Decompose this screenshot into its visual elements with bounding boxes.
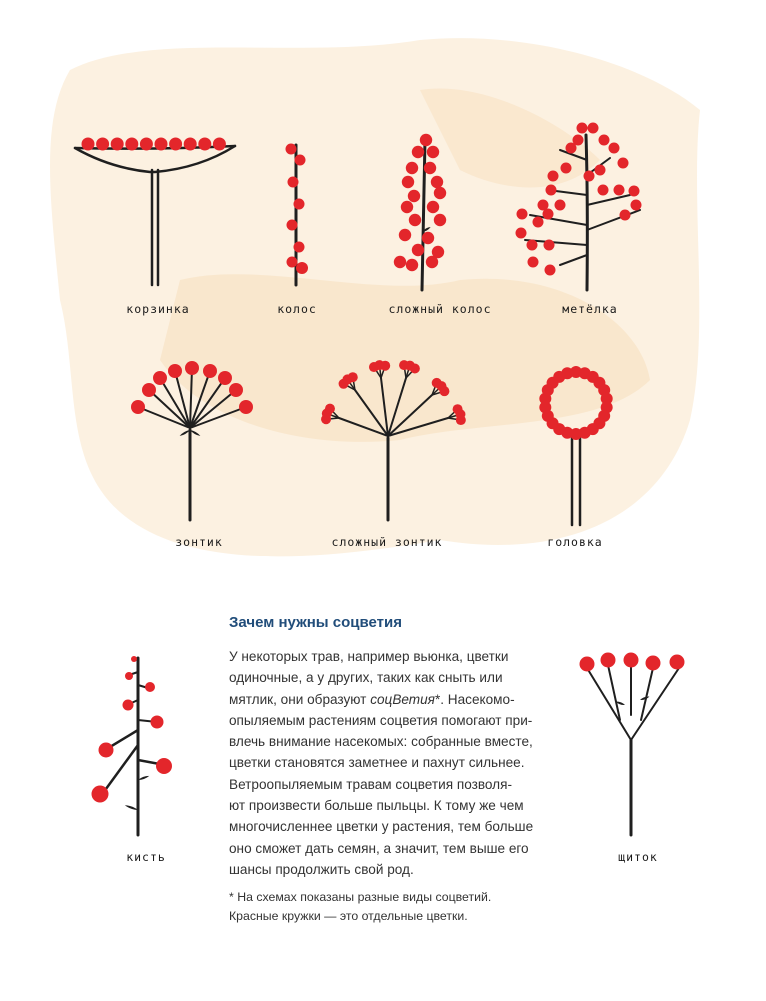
shchitok-ray [587, 668, 631, 740]
kolos-flower [287, 220, 298, 231]
zontik-flower [153, 371, 167, 385]
footnote [229, 888, 491, 925]
slozhny-zontik-flower [325, 404, 335, 414]
footnote-line: Красные кружки — это отдельные цветки. [229, 908, 468, 923]
kolos-flower [294, 199, 305, 210]
korzinka-flower [198, 138, 211, 151]
kist-flower [92, 786, 109, 803]
footnote-line: * На схемах показаны разные виды соцветий. [229, 890, 492, 904]
kist-leaf [138, 776, 149, 780]
slozhny-kolos-flower [402, 176, 414, 188]
zontik-flower [239, 400, 253, 414]
metelka-flower [577, 123, 588, 134]
label-slozhny-zontik: сложный зонтик [331, 535, 443, 549]
korzinka-flower [213, 138, 226, 151]
shchitok-ray [641, 668, 653, 720]
slozhny-zontik-flower [380, 361, 390, 371]
kist-flower [156, 758, 172, 774]
slozhny-kolos-flower [420, 134, 432, 146]
shchitok-ray [631, 668, 679, 740]
body-line: шансы продолжить свой род. [229, 861, 414, 877]
body-line: ют произвести больше пыльцы. К тому же чем [229, 798, 524, 814]
korzinka-flower [111, 138, 124, 151]
label-kist: кисть [126, 850, 166, 864]
body-text: *. Насекомо- [434, 691, 515, 707]
metelka-flower [545, 265, 556, 276]
korzinka-receptacle [75, 146, 235, 172]
body-line: многочисленнее цветки у растения, тем больше [229, 819, 534, 835]
metelka-flower [548, 171, 559, 182]
metelka-flower [517, 209, 528, 220]
kolos-flower [287, 257, 298, 268]
kolos-flower [294, 242, 305, 253]
metelka-flower [595, 165, 606, 176]
slozhny-kolos-flower [409, 214, 421, 226]
slozhny-kolos-stem [422, 140, 425, 290]
kist-flower [131, 656, 137, 662]
metelka-flower [584, 171, 595, 182]
metelka-flower [527, 240, 538, 251]
slozhny-zontik-flower [348, 372, 358, 382]
kist-flower [145, 682, 155, 692]
metelka-flower [598, 185, 609, 196]
slozhny-zontik-flower [456, 415, 466, 425]
body-line: оно сможет дать семян, а значит, тем выше его [229, 840, 529, 856]
kist-flower [99, 743, 114, 758]
shchitok-flower [646, 656, 661, 671]
body-line: влечь внимание насекомых: собранные вместе, [229, 734, 533, 750]
metelka-flower [599, 135, 610, 146]
kist-flower [151, 716, 164, 729]
metelka-flower [533, 217, 544, 228]
kist-leaf [125, 805, 138, 810]
metelka-flower [609, 143, 620, 154]
label-korzinka: корзинка [126, 302, 190, 316]
metelka-flower [516, 228, 527, 239]
body-line: одиночные, а у других, таких как сныть или [229, 670, 503, 686]
slozhny-kolos-flower [422, 232, 434, 244]
metelka-branch [587, 195, 630, 205]
metelka-branch [587, 210, 640, 230]
korzinka-flower [140, 138, 153, 151]
label-golovka: головка [547, 535, 603, 549]
metelka-flower [618, 158, 629, 169]
kist-flower [123, 700, 134, 711]
metelka-flower [588, 123, 599, 134]
kolos-flower [295, 155, 306, 166]
metelka-flower [566, 143, 577, 154]
body-line: У некоторых трав, например вьюнка, цветки [229, 649, 509, 664]
slozhny-kolos-flower [401, 201, 413, 213]
metelka-flower [543, 209, 554, 220]
zontik-flower [142, 383, 156, 397]
slozhny-kolos-flower [399, 229, 411, 241]
zontik-flower [168, 364, 182, 378]
slozhny-kolos-flower [406, 162, 418, 174]
body-line [229, 689, 559, 710]
slozhny-kolos-flower [434, 187, 446, 199]
shchitok-flower [624, 653, 639, 668]
metelka-flower [629, 186, 640, 197]
slozhny-kolos-flower [431, 176, 443, 188]
kist-flower [125, 672, 133, 680]
metelka-flower [631, 200, 642, 211]
slozhny-kolos-flower [427, 201, 439, 213]
slozhny-kolos-flower [434, 214, 446, 226]
shchitok-flower [580, 657, 595, 672]
slozhny-kolos-flower [408, 190, 420, 202]
slozhny-kolos-flower [427, 146, 439, 158]
body-line: Ветроопыляемым травам соцветия позволя- [229, 776, 512, 792]
slozhny-zontik-flower [410, 363, 420, 373]
label-kolos: колос [277, 302, 317, 316]
zontik-ray [190, 368, 192, 428]
zontik-flower [185, 361, 199, 375]
label-zontik: зонтик [175, 535, 223, 549]
metelka-flower [561, 163, 572, 174]
zontik-leaf [190, 430, 200, 436]
kolos-flower [296, 262, 308, 274]
golovka-flower [561, 367, 573, 379]
metelka-stem [586, 135, 587, 290]
korzinka-flower [169, 138, 182, 151]
slozhny-kolos-flower [412, 244, 424, 256]
section-body [229, 646, 559, 880]
slozhny-zontik-flower [439, 386, 449, 396]
korzinka-flower [184, 138, 197, 151]
metelka-flower [620, 210, 631, 221]
metelka-flower [544, 240, 555, 251]
metelka-flower [528, 257, 539, 268]
metelka-flower [546, 185, 557, 196]
shchitok-flower [601, 653, 616, 668]
body-line: цветки становятся заметнее и пахнут сильнее. [229, 755, 525, 771]
section-title: Зачем нужны соцветия [229, 614, 402, 631]
slozhny-kolos-flower [426, 256, 438, 268]
shchitok-flower [670, 655, 685, 670]
zontik-ray [160, 378, 190, 428]
zontik-ray [175, 371, 190, 428]
korzinka-flower [82, 138, 95, 151]
metelka-flower [555, 200, 566, 211]
zontik-ray [138, 407, 190, 428]
metelka-flower [614, 185, 625, 196]
body-text: мятлик, они образуют [229, 691, 371, 707]
kolos-flower [288, 177, 299, 188]
zontik-leaf [180, 430, 190, 436]
label-slozhny-kolos: сложный колос [388, 302, 492, 316]
zontik-flower [203, 364, 217, 378]
label-metelka: метёлка [562, 302, 618, 316]
slozhny-kolos-flower [424, 162, 436, 174]
metelka-branch [560, 255, 587, 265]
zontik-flower [218, 371, 232, 385]
slozhny-kolos-flower [394, 256, 406, 268]
korzinka-flower [155, 138, 168, 151]
label-shchitok: щиток [618, 850, 658, 864]
term-highlight: соцВетия [370, 691, 435, 707]
body-line: опыляемым растениям соцветия помогают при- [229, 712, 533, 728]
kolos-flower [286, 144, 297, 155]
zontik-flower [131, 400, 145, 414]
korzinka-flower [96, 138, 109, 151]
shchitok-leaf [640, 697, 649, 700]
slozhny-kolos-flower [406, 259, 418, 271]
slozhny-kolos-flower [412, 146, 424, 158]
korzinka-flower [125, 138, 138, 151]
zontik-flower [229, 383, 243, 397]
